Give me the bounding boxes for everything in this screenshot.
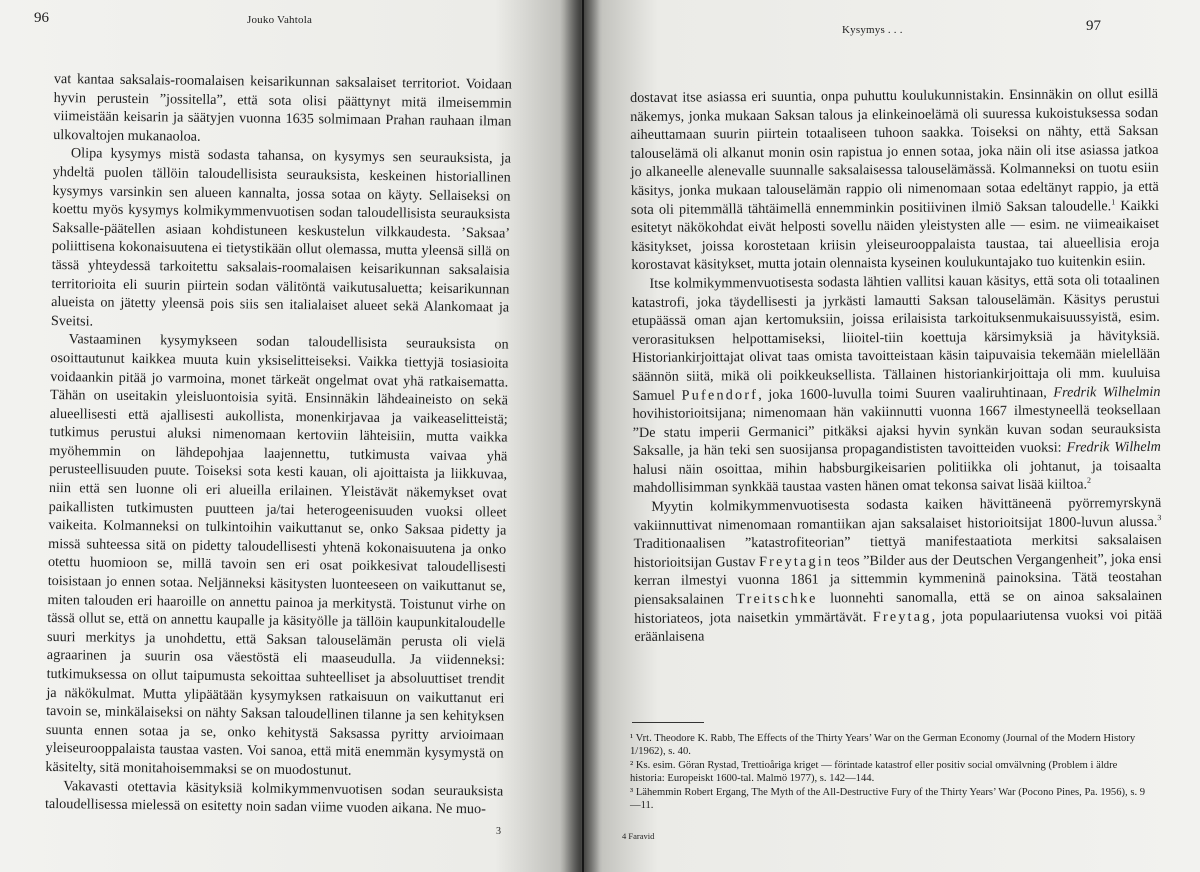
italic-name: Fredrik Wilhelm: [1066, 439, 1161, 456]
footnote: ¹ Vrt. Theodore K. Rabb, The Effects of the Thirty Years’ War on the German Economy (Journal of the Modern History 1/1962), s. 40.: [630, 733, 1136, 758]
left-page: [0, 0, 582, 872]
signature-mark: 3: [496, 826, 501, 837]
footnote-ref: 1: [1111, 197, 1116, 207]
body-text: [45, 70, 512, 819]
footnote: ² Ks. esim. Göran Rystad, Trettioåriga kriget — förintade katastrof eller positiv social omvälvning (Problem i äldre historia: Europeiskt 1600-tal. Malmö 1977), s. 142—144.: [630, 759, 1118, 785]
page-number: 97: [1086, 18, 1101, 34]
paragraph: Myytin kolmikymmenvuotisesta sodasta kaiken hävittäneenä pyörremyrskynä vakiinnuttivat nimenomaan romantiikan ajan saksalaiset historioitsijat 1800-luvun alussa.$^3$ Traditionaalisen ”katastrofiteorian” tiettyä manifestaatiota merkitsi saksalaisen historioitsijan Gustav Freytagin teos ”Bilder aus der Deutschen Vergangenheit”, joka ensi kerran ilmestyi vuonna 1861 ja sittemmin kymmeninä painoksina. Tätä teostahan piensaksalainen Treitschke luonnehti sanomalla, että se on ainoa saksalainen historiateos, jota naisetkin ymmärtävät. Freytag, jota populaariutensa vuoksi voi pitää eräänlaisena: [633, 494, 1163, 646]
spaced-name: Freytag: [872, 608, 932, 625]
paragraph: vat kantaa saksalais-roomalaisen keisarikunnan saksalaiset territoriot. Voidaan hyvin perustein ”jossitella”, että sota olisi päättynyt mitä ilmeisemmin viimeistään keisarin ja säätyjen vuonna 1635 solmimaan Prahan rauhaan ilman ulkovaltojen mukanaoloa.: [53, 70, 512, 145]
footnote-ref: 2: [1086, 476, 1092, 486]
running-head: Kysymys . . .: [842, 24, 903, 36]
book-gutter: [560, 0, 600, 872]
page-number: 96: [34, 10, 49, 26]
paragraph: Olipa kysymys mistä sodasta tahansa, on kysymys sen seurauksista, ja yhdeltä puolen tällöin taloudellisista seurauksista, keskeinen historiallinen kysymys varsinkin sen alueen kannalta, jossa sotaa on käyty. Sellaiseksi on koettu myös kysymys kolmikymmenvuotisen sodan taloudellisista seurauksista Saksalle-päätellen asiaan kohdistuneen keskustelun vilkkaudesta. ’Saksaa’ poliittisena kokonaisuutena ei tietystikään ollut olemassa, mutta yleensä sillä on tässä yhteydessä tarkoitettu saksalais-roomalaisen keisarikunnan saksalaisia territorioita eli suurin piirtein sodan välitöntä vaikutusaluetta; keisarikunnan alueista on jätetty yleensä pois siis sen italialaiset alueet sekä Alankomaat ja Sveitsi.: [50, 145, 512, 330]
paragraph: Itse kolmikymmenvuotisesta sodasta lähtien vallitsi kauan käsitys, että sota oli totaalinen katastrofi, joka täydellisesti ja jyrkästi lamautti Saksan talouselämän. Käsitys perustui etupäässä oman ajan kertomuksiin, joissa erilaisista tarkoituksenmukaisuussyistä, esim. verorasituksen helpottamiseksi, liioitel-tiin koettuja kärsimyksiä ja hävityksiä. Historiankirjoittajat olivat taas omista tavoitteistaan käsin taipuvaisia tekemään mielellään säännön siitä, mikä oli poikkeuksellista. Tällainen historiankirjoittaja oli mm. kuuluisa Samuel Pufendorf, joka 1600-luvulla toimi Suuren vaaliruhtinaan, Fredrik Wilhelmin hovihistorioitsijana; nimenomaan hän vakiinnutti vuonna 1667 ilmestyneellä teoksellaan ”De statu imperii Germanici” pitkäksi ajaksi hyvin synkän kuvan sodan seurauksista Saksalle, ja hän teki sen suosijansa propagandististen tavoitteiden vuoksi: Fredrik Wilhelm halusi näin osoittaa, mihin habsburgikeisarien politiikka oli johtanut, ja toisaalta mahdollisimman synkkää taustaa vasten hänen omat tekonsa saivat lisää kiiltoa.$^2$: [631, 271, 1162, 497]
signature-mark: 4 Faravid: [622, 831, 655, 841]
body-text: [630, 85, 1162, 647]
paragraph: Vakavasti otettavia käsityksiä kolmikymmenvuotisen sodan seurauksista taloudellisessa mielessä on esitetty noin sadan viime vuoden aikana. Ne muo-: [44, 777, 504, 818]
paragraph: dostavat itse asiassa eri suuntia, onpa puhuttu koulukunnistakin. Ensinnäkin on ollut esillä näkemys, jonka mukaan Saksan talous ja elinkeinoelämä oli suuressa kukoistuksessa sodan aiheuttamaan suurin piirtein totaaliseen tuhoon saakka. Toiseksi on nähty, että Saksan talouselämä oli alkanut monin osin rapistua jo ennen sotaa, joka näin oli itse asiassa jatkoa jo alkaneelle alenevalle suunnalle saksalaisessa talouselämässä. Kolmanneksi on tuotu esiin käsitys, jonka mukaan talouselämän rappio oli nimenomaan sotaa edeltänyt rappio, ja että sota oli pitemmällä tähtäimellä ennemminkin positiivinen ilmiö Saksan taloudelle.$^1$ Kaikki esitetyt näkökohdat eivät helposti sovellu näiden yleistysten alle — esim. ne viimeaikaiset käsitykset, joissa korostetaan kriisin yleiseurooppalaista taustaa, tai alueellisia eroja korostavat käsitykset, mutta jotain olennaista kyseinen koulukuntajako tuo kuitenkin esiin.: [630, 85, 1160, 274]
footnote-ref: 3: [1157, 512, 1162, 522]
footnote-rule: [632, 722, 704, 723]
spaced-name: Freytagin: [758, 553, 834, 570]
footnotes: [630, 732, 1150, 812]
footnote: ³ Lähemmin Robert Ergang, The Myth of the All-Destructive Fury of the Thirty Years’ War (Pocono Pines, Pa. 1956), s. 9—11.: [630, 786, 1146, 812]
paragraph: Vastaaminen kysymykseen sodan taloudellisista seurauksista on osoittautunut kaikkea muuta kuin yksiselitteiseksi. Vaikka tiettyjä tosiasioita voidaankin pitää jo varmoina, monet tärkeät ongelmat ovat yhä ratkaisematta. Tähän on useitakin yleisluontoisia syitä. Ensinnäkin lähdeaineisto on sekä alueellisesti että ajallisesti aukollista, monenkirjavaa ja vaikeaselitteistä; tutkimus perustui aluksi nimenomaan kertoviin lähteisiin, mutta vaikka myöhemmin on lähdepohjaa laajennettu, tutkimusta vaivaa yhä perusteellisuuden puute. Toiseksi sota kesti kauan, oli ajoittaista ja liikkuvaa, niin että sen luonne oli eri alueilla erilainen. Yleistävät näkemykset ovat paikallisten tutkimusten puutteen ja/tai heterogeenisuuden vuoksi olleet vaikeita. Kolmanneksi on tulkintoihin vaikuttanut se, onko Saksaa pidetty ja missä suhteessa sitä on pidetty taloudellisesti yhtenä kokonaisuutena ja onko otettu huomioon se, millä tavoin sen eri osat poikkesivat taloudellisesti toisistaan jo ennen sotaa. Neljänneksi käsitysten luonteeseen on vaikuttanut se, miten talouden eri haaroille on annettu painoa ja merkitystä. Toistunut virhe on tässä ollut se, että on annettu kaupalle ja käsityölle ja tällöin kaupunkitaloudelle suuri merkitys ja unohdettu, että Saksan talouselämän perusta oli vielä agraarinen ja suurin osa väestöstä eli maaseudulla. Ja viidenneksi: tutkimuksessa on ollut taipumusta sekoittaa suhteelliset ja absoluuttiset trendit ja näkökulmat. Mutta ylipäätään kysymyksen ratkaisuun on vaikuttanut eri tavoin se, minkälaiseksi on nähty Saksan taloudellinen tilanne ja sen kehityksen suunta ennen sotaa ja se, onko kehitystä Saksassa pyritty arvioimaan yleiseurooppalaista taustaa vasten. Voi sanoa, että mitä enemmän kysymystä on käsitelty, sitä monitahoisemmaksi se on muodostunut.: [45, 331, 509, 779]
italic-name: Fredrik Wilhelmin: [1053, 383, 1161, 401]
spaced-name: Pufendorf: [681, 386, 759, 404]
spaced-name: Treitschke: [736, 590, 818, 608]
right-page: [584, 0, 1200, 872]
running-head: Jouko Vahtola: [247, 14, 313, 26]
